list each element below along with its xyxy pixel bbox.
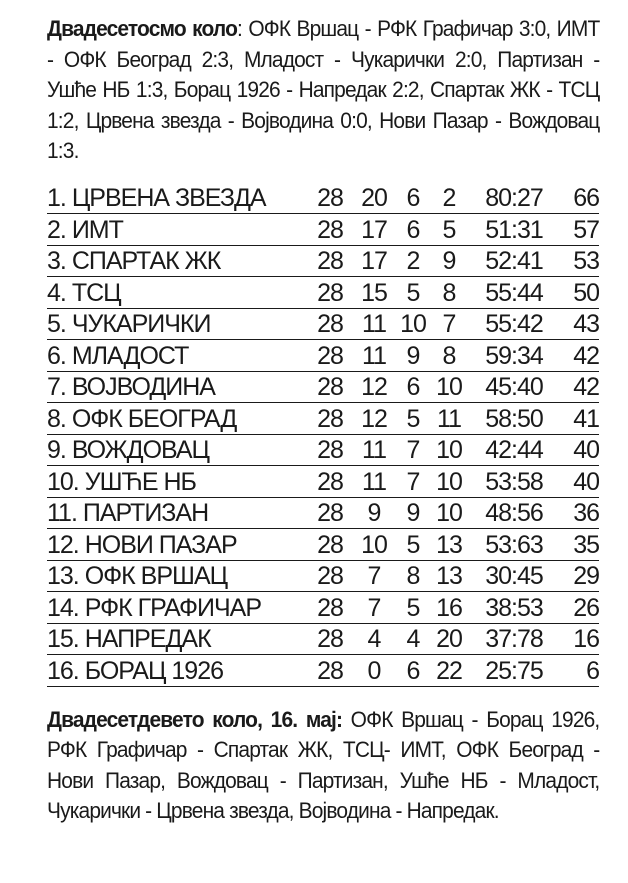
points-cell: 66 [561,183,599,214]
team-name: РФК ГРАФИЧАР [84,593,261,622]
team-cell [47,245,307,277]
position: 6. [47,341,66,370]
position: 8. [47,404,66,433]
played-cell: 28 [307,308,353,340]
won-cell: 12 [353,371,395,403]
won-cell: 11 [353,308,395,340]
lost-cell: 13 [431,560,467,592]
table-row [47,183,599,214]
table-row [47,497,599,529]
lost-cell: 11 [431,403,467,435]
points-cell: 57 [561,214,599,246]
standings-table [47,183,599,687]
position: 11. [47,499,77,527]
team-cell [47,592,307,624]
played-cell: 28 [307,623,353,655]
team-name: ВОЖДОВАЦ [71,436,210,464]
team-name: ИМТ [71,215,123,244]
team-cell [47,529,307,561]
position: 14. [47,593,79,622]
table-row [47,403,599,435]
won-cell: 17 [353,214,395,246]
played-cell: 28 [307,529,353,561]
lost-cell: 10 [431,434,467,466]
won-cell: 17 [353,245,395,277]
team-cell [47,466,307,498]
position: 16. [47,656,79,685]
points-cell: 16 [561,623,599,655]
team-name: ЧУКАРИЧКИ [71,310,211,338]
drawn-cell: 8 [395,560,431,592]
table-row [47,214,599,246]
goals-cell: 42:44 [467,434,561,466]
played-cell: 28 [307,434,353,466]
table-row [47,466,599,498]
lost-cell: 13 [431,529,467,561]
round-29-heading: Двадесетдевето коло, 16. мај: [47,706,343,732]
drawn-cell: 2 [395,245,431,277]
drawn-cell: 7 [395,466,431,498]
team-cell [47,214,307,246]
played-cell: 28 [307,340,353,372]
won-cell: 12 [353,403,395,435]
lost-cell: 7 [431,308,467,340]
lost-cell: 8 [431,277,467,309]
goals-cell: 25:75 [467,655,561,687]
goals-cell: 51:31 [467,214,561,246]
team-name: ТСЦ [71,278,121,307]
goals-cell: 52:41 [467,245,561,277]
team-name: ОФК БЕОГРАД [71,404,237,433]
position: 7. [47,373,66,401]
won-cell: 20 [353,183,395,214]
goals-cell: 58:50 [467,403,561,435]
won-cell: 7 [353,560,395,592]
team-cell [47,497,307,529]
points-cell: 42 [561,340,599,372]
team-name: ЦРВЕНА ЗВЕЗДА [71,184,266,212]
played-cell: 28 [307,245,353,277]
points-cell: 35 [561,529,599,561]
points-cell: 6 [561,655,599,687]
drawn-cell: 4 [395,623,431,655]
team-cell [47,308,307,340]
drawn-cell: 9 [395,340,431,372]
played-cell: 28 [307,497,353,529]
goals-cell: 55:44 [467,277,561,309]
table-row [47,592,599,624]
played-cell: 28 [307,214,353,246]
won-cell: 7 [353,592,395,624]
table-row [47,245,599,277]
played-cell: 28 [307,560,353,592]
drawn-cell: 6 [395,655,431,687]
position: 10. [47,467,79,496]
won-cell: 9 [353,497,395,529]
won-cell: 11 [353,466,395,498]
drawn-cell: 6 [395,371,431,403]
team-cell [47,183,307,214]
goals-cell: 30:45 [467,560,561,592]
lost-cell: 20 [431,623,467,655]
team-name: УШЋЕ НБ [84,467,196,496]
position: 4. [47,278,66,307]
position: 1. [47,184,66,212]
drawn-cell: 6 [395,183,431,214]
points-cell: 26 [561,592,599,624]
lost-cell: 9 [431,245,467,277]
played-cell: 28 [307,592,353,624]
won-cell: 10 [353,529,395,561]
drawn-cell: 5 [395,277,431,309]
points-cell: 42 [561,371,599,403]
position: 13. [47,562,79,590]
drawn-cell: 6 [395,214,431,246]
won-cell: 4 [353,623,395,655]
team-name: СПАРТАК ЖК [71,247,221,275]
round-28-text: : ОФК Вршац - РФК Графичар 3:0, ИМТ - ОФК Београд 2:3, Младост - Чукарички 2:0, Партизан - Ушће НБ 1:3, Борац 1926 - Напредак 2:2, Спартак ЖК - ТСЦ 1:2, Црвена звезда - Војводина 0:0, Нови Пазар - Вождовац 1:3. [47,16,600,163]
position: 2. [47,215,66,244]
round-29-fixtures [47,705,599,827]
won-cell: 15 [353,277,395,309]
played-cell: 28 [307,466,353,498]
lost-cell: 10 [431,497,467,529]
lost-cell: 10 [431,371,467,403]
played-cell: 28 [307,371,353,403]
goals-cell: 37:78 [467,623,561,655]
table-row [47,529,599,561]
position: 15. [47,625,79,653]
article-body [47,14,599,827]
points-cell: 29 [561,560,599,592]
position: 12. [47,530,79,559]
points-cell: 50 [561,277,599,309]
round-29-text: ОФК Вршац - Борац 1926, РФК Графичар - Спартак ЖК, ТСЦ- ИМТ, ОФК Београд - Нови Пазар, Вождовац - Партизан, Ушће НБ - Младост, Чукарички - Црвена звезда, Војводина - Напредак. [47,706,600,823]
table-row [47,308,599,340]
position: 9. [47,436,66,464]
drawn-cell: 7 [395,434,431,466]
position: 5. [47,310,66,338]
points-cell: 43 [561,308,599,340]
won-cell: 11 [353,434,395,466]
table-row [47,434,599,466]
points-cell: 40 [561,466,599,498]
goals-cell: 53:63 [467,529,561,561]
drawn-cell: 9 [395,497,431,529]
goals-cell: 55:42 [467,308,561,340]
goals-cell: 59:34 [467,340,561,372]
team-name: ОФК ВРШАЦ [84,562,228,590]
played-cell: 28 [307,183,353,214]
lost-cell: 5 [431,214,467,246]
team-cell [47,434,307,466]
team-cell [47,560,307,592]
team-name: МЛАДОСТ [71,341,189,370]
drawn-cell: 5 [395,592,431,624]
table-row [47,560,599,592]
table-row [47,371,599,403]
table-row [47,277,599,309]
position: 3. [47,247,66,275]
won-cell: 0 [353,655,395,687]
goals-cell: 38:53 [467,592,561,624]
played-cell: 28 [307,277,353,309]
lost-cell: 8 [431,340,467,372]
table-row [47,340,599,372]
team-cell [47,277,307,309]
played-cell: 28 [307,403,353,435]
team-name: ВОЈВОДИНА [71,373,215,401]
team-name: НАПРЕДАК [84,625,211,653]
table-row [47,623,599,655]
team-cell [47,623,307,655]
team-cell [47,371,307,403]
won-cell: 11 [353,340,395,372]
team-cell [47,403,307,435]
goals-cell: 53:58 [467,466,561,498]
lost-cell: 2 [431,183,467,214]
round-28-results [47,14,599,167]
played-cell: 28 [307,655,353,687]
drawn-cell: 5 [395,529,431,561]
points-cell: 53 [561,245,599,277]
points-cell: 41 [561,403,599,435]
points-cell: 36 [561,497,599,529]
lost-cell: 22 [431,655,467,687]
team-name: НОВИ ПАЗАР [84,530,237,559]
goals-cell: 80:27 [467,183,561,214]
goals-cell: 45:40 [467,371,561,403]
goals-cell: 48:56 [467,497,561,529]
team-cell [47,655,307,687]
team-cell [47,340,307,372]
team-name: БОРАЦ 1926 [84,656,224,685]
round-28-heading: Двадесетосмо коло [47,16,238,41]
lost-cell: 16 [431,592,467,624]
points-cell: 40 [561,434,599,466]
lost-cell: 10 [431,466,467,498]
team-name: ПАРТИЗАН [82,499,209,527]
table-row [47,655,599,687]
drawn-cell: 10 [395,308,431,340]
drawn-cell: 5 [395,403,431,435]
